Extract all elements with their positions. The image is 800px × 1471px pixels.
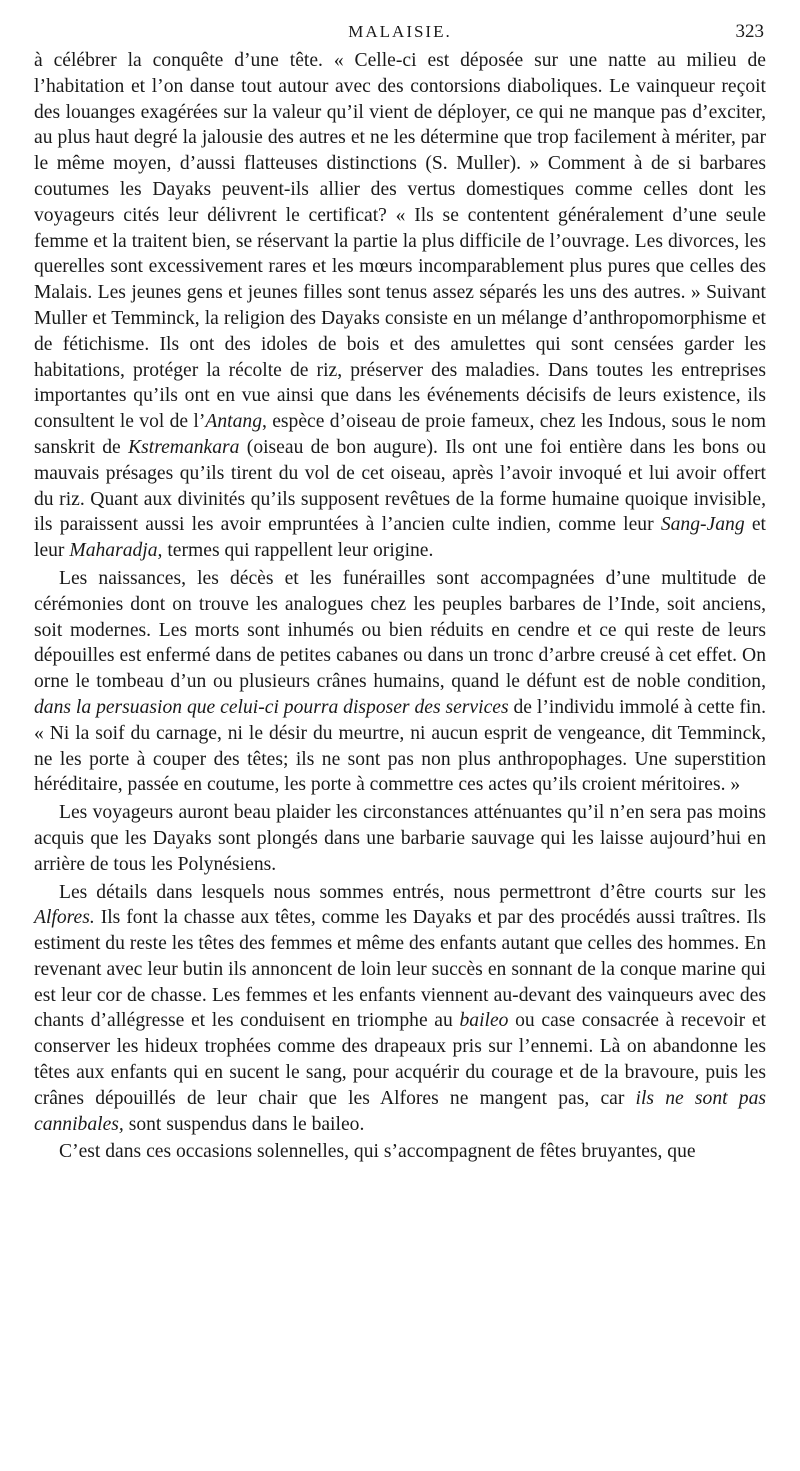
paragraph: [34, 566, 766, 798]
text-segment: C’est dans ces occasions solennelles, qui s’accompagnent de fêtes bruyantes, que: [59, 1141, 696, 1163]
text-segment: Les voyageurs auront beau plaider les circonstances atténuantes qu’il n’en sera pas moins acquis que les Dayaks sont plongés dans une barbarie sauvage qui les laisse aujourd’hui en arrière de tous les Polynésiens.: [34, 802, 766, 875]
running-title: MALAISIE.: [348, 22, 452, 41]
italic-text-segment: ils ne sont pas cannibales,: [34, 1087, 766, 1135]
text-segment: et leur: [34, 514, 766, 562]
paragraph: [34, 48, 766, 564]
text-segment: à célébrer la conquête d’une tête. « Celle-ci est déposée sur une natte au milieu de l’habitation et l’on danse tout autour avec des contorsions diaboliques. Le vainqueur reçoit des louanges exagérées sur la valeur qu’il vient de déployer, ce qui ne manque pas d’exciter, au plus haut degré la jalousie des autres et ne les détermine que trop facilement à mériter, par le même moyen, d’aussi flatteuses distinctions (S. Muller). » Comment à de si barbares coutumes les Dayaks peuvent-ils allier des vertus domestiques comme celles dont les voyageurs cités leur délivrent le certificat? « Ils se contentent généralement d’une seule femme et la traitent bien, se réservant la partie la plus difficile de l’ouvrage. Les divorces, les querelles sont excessivement rares et les mœurs incomparablement plus pures que celles des Malais. Les jeunes gens et jeunes filles sont tenus assez séparés les uns des autres. » Suivant Muller et Temminck, la religion des Dayaks consiste en un mélange d’anthropomorphisme et de fétichisme. Ils ont des idoles de bois et des amulettes qui sont censées garder les habitations, protéger la récolte de riz, préserver des maladies. Dans toutes les entreprises importantes qu’ils ont en vue ainsi que dans les événements décisifs de leurs existence, ils consultent le vol de l’: [34, 50, 766, 433]
paragraph: [34, 880, 766, 1138]
text-segment: sont suspendus dans le baileo.: [123, 1113, 365, 1135]
italic-text-segment: Antang: [205, 411, 263, 433]
italic-text-segment: Sang-Jang: [660, 514, 745, 536]
text-segment: Ils font la chasse aux têtes, comme les Dayaks et par des procédés aussi traîtres. Ils estiment du reste les têtes des femmes et même des enfants autant que celles des hommes. En revenant avec leur butin ils annoncent de loin leur succès en sonnant de la conque marine qui est leur cor de chasse. Les femmes et les enfants viennent au-devant des vainqueurs avec des chants d’allégresse et les conduisent en triomphe au: [34, 907, 766, 1032]
text-segment: Les détails dans lesquels nous sommes entrés, nous permettront d’être courts sur les: [59, 881, 766, 903]
page-number: 323: [735, 21, 764, 42]
text-segment: , espèce d’oiseau de proie fameux, chez les Indous, sous le nom sanskrit de: [34, 411, 766, 458]
paragraph: [34, 800, 766, 877]
italic-text-segment: Maharadja,: [69, 540, 163, 562]
italic-text-segment: Kstremankara: [128, 436, 240, 458]
text-segment: termes qui rappellent leur origine.: [162, 540, 434, 562]
text-segment: ou case consacrée à recevoir et conserver les hideux trophées comme des drapeaux pris sur l’ennemi. Là on abandonne les têtes aux enfants qui en sucent le sang, pour acquérir du courage et de la bravoure, puis les crânes dépouillés de leur chair que les Alfores ne mangent pas, car: [34, 1010, 766, 1109]
text-segment: Les naissances, les décès et les funérailles sont accompagnées d’une multitude de cérémonies dont on trouve les analogues chez les peuples barbares de l’Inde, soit anciens, soit modernes. Les morts sont inhumés ou bien réduits en cendre et ce qui reste de leurs dépouilles est enfermé dans de petites cabanes ou dans un tronc d’arbre creusé à cet effet. On orne le tombeau d’un ou plusieurs crânes humains, quand le défunt est de noble condition,: [34, 567, 766, 693]
body-text: [34, 48, 766, 1165]
paragraph: [34, 1139, 766, 1165]
italic-text-segment: Alfores.: [34, 907, 95, 929]
running-header: [34, 0, 766, 48]
text-segment: (oiseau de bon augure). Ils ont une foi entière dans les bons ou mauvais présages qu’ils tirent du vol de cet oiseau, après l’avoir invoqué et lui avoir offert du riz. Quant aux divinités qu’ils supposent revêtues de la forme humaine quoique invisible, ils paraissent aussi les avoir empruntées à l’ancien culte indien, comme leur: [34, 436, 767, 536]
italic-text-segment: dans la persuasion que celui-ci pourra disposer des services: [34, 696, 509, 718]
italic-text-segment: baileo: [459, 1010, 509, 1032]
book-page: [34, 0, 766, 1165]
text-segment: de l’individu immolé à cette fin. « Ni la soif du carnage, ni le désir du meurtre, ni aucun esprit de vengeance, dit Temminck, ne les porte à couper des têtes; ils ne sont pas non plus anthropophages. Une superstition héréditaire, passée en coutume, les porte à commettre ces actes qu’ils croient méritoires. »: [34, 696, 766, 796]
